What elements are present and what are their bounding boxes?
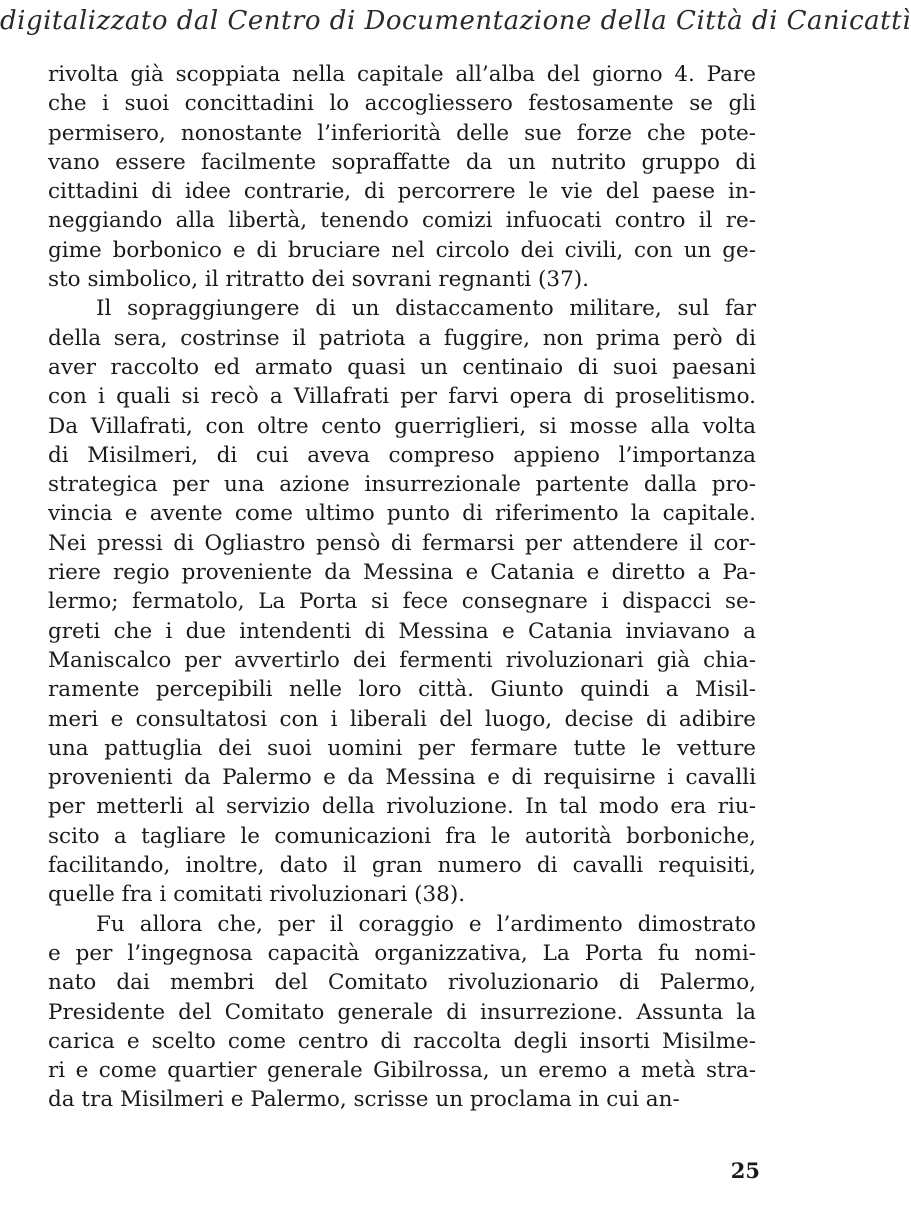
text-line: Da Villafrati, con oltre cento guerriglieri, si mosse alla volta [48, 413, 756, 439]
text-line: facilitando, inoltre, dato il gran numero di cavalli requisiti, [48, 853, 756, 879]
text-line: Il sopraggiungere di un distaccamento militare, sul far [96, 296, 756, 322]
text-line: lermo; fermatolo, La Porta si fece consegnare i dispacci se- [48, 589, 756, 615]
text-line: greti che i due intendenti di Messina e Catania inviavano a [48, 618, 756, 644]
text-line: provenienti da Palermo e da Messina e di requisirne i cavalli [48, 765, 756, 791]
digitization-watermark: digitalizzato dal Centro di Documentazione della Città di Canicattì [0, 6, 911, 36]
text-line: per metterli al servizio della rivoluzione. In tal modo era riu- [48, 794, 756, 820]
text-line: cittadini di idee contrarie, di percorrere le vie del paese in- [48, 179, 756, 205]
text-line: e per l’ingegnosa capacità organizzativa, La Porta fu nomi- [48, 940, 756, 966]
text-line: di Misilmeri, di cui aveva compreso appieno l’importanza [48, 442, 756, 468]
text-line: riere regio proveniente da Messina e Catania e diretto a Pa- [48, 560, 756, 586]
text-line: scito a tagliare le comunicazioni fra le autorità borboniche, [48, 823, 756, 849]
paragraph [48, 60, 756, 294]
text-line: Maniscalco per avvertirlo dei fermenti rivoluzionari già chia- [48, 647, 756, 673]
text-line: strategica per una azione insurrezionale partente dalla pro- [48, 472, 756, 498]
text-line: da tra Misilmeri e Palermo, scrisse un proclama in cui an- [48, 1087, 680, 1113]
text-line: ramente percepibili nelle loro città. Giunto quindi a Misil- [48, 677, 756, 703]
text-line: quelle fra i comitati rivoluzionari (38). [48, 882, 466, 908]
text-line: neggiando alla libertà, tenendo comizi infuocati contro il re- [48, 208, 756, 234]
text-line: Presidente del Comitato generale di insurrezione. Assunta la [48, 999, 756, 1025]
text-line: nato dai membri del Comitato rivoluzionario di Palermo, [48, 970, 756, 996]
text-line: ri e come quartier generale Gibilrossa, un eremo a metà stra- [48, 1058, 756, 1084]
text-line: meri e consultatosi con i liberali del luogo, decise di adibire [48, 706, 756, 732]
text-line: gime borbonico e di bruciare nel circolo dei civili, con un ge- [48, 237, 756, 263]
text-line: vano essere facilmente sopraffatte da un nutrito gruppo di [48, 149, 756, 175]
page-number: 25 [730, 1158, 760, 1183]
text-line: una pattuglia dei suoi uomini per fermare tutte le vetture [48, 735, 756, 761]
text-line: della sera, costrinse il patriota a fuggire, non prima però di [48, 325, 756, 351]
text-line: permisero, nonostante l’inferiorità delle sue forze che pote- [48, 120, 756, 146]
body-text [48, 60, 756, 1115]
text-line: Fu allora che, per il coraggio e l’ardimento dimostrato [96, 911, 756, 937]
text-line: che i suoi concittadini lo accogliessero festosamente se gli [48, 91, 756, 117]
text-line: Nei pressi di Ogliastro pensò di fermarsi per attendere il cor- [48, 530, 756, 556]
paragraph [48, 910, 756, 1115]
text-line: rivolta già scoppiata nella capitale all’alba del giorno 4. Pare [48, 62, 756, 87]
text-line: con i quali si recò a Villafrati per farvi opera di proselitismo. [48, 384, 756, 410]
text-line: sto simbolico, il ritratto dei sovrani regnanti (37). [48, 267, 589, 293]
text-line: carica e scelto come centro di raccolta degli insorti Misilme- [48, 1028, 756, 1054]
text-line: aver raccolto ed armato quasi un centinaio di suoi paesani [48, 354, 756, 380]
text-line: vincia e avente come ultimo punto di riferimento la capitale. [48, 501, 756, 527]
paragraph [48, 294, 756, 909]
